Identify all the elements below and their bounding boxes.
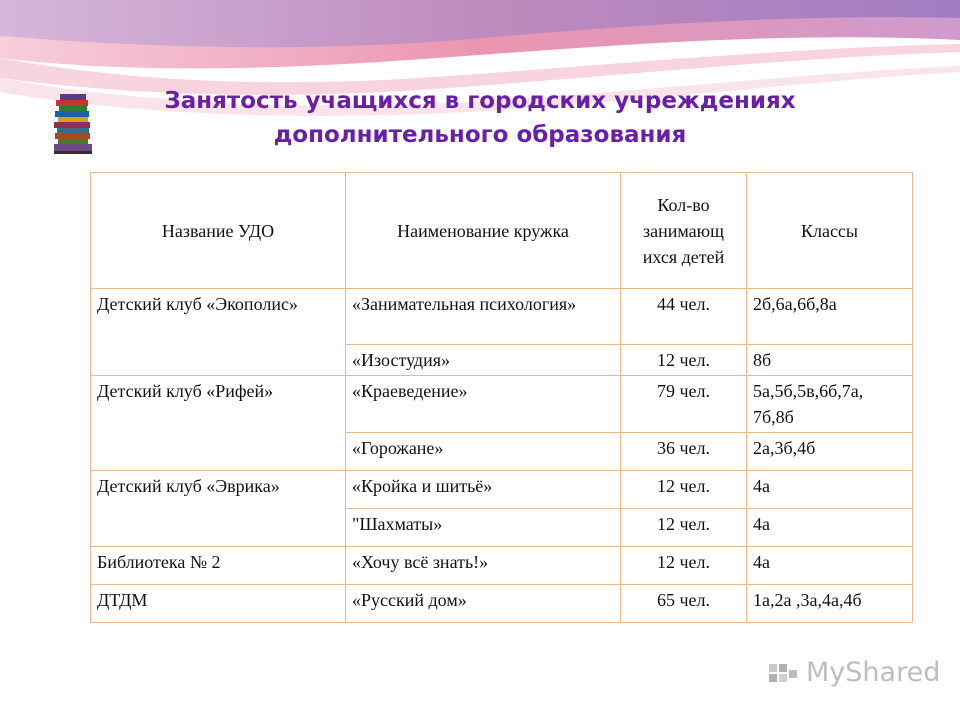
cell-grades: 4а xyxy=(747,471,913,509)
cell-count: 12 чел. xyxy=(621,509,747,547)
cell-club: «Хочу всё знать!» xyxy=(346,547,621,585)
employment-table xyxy=(90,172,913,623)
title-line-1: Занятость учащихся в городских учреждениях xyxy=(164,88,796,114)
books-stack-icon xyxy=(52,92,96,156)
cell-club: «Горожане» xyxy=(346,433,621,471)
cell-count: 12 чел. xyxy=(621,345,747,376)
header-club: Наименование кружка xyxy=(346,173,621,289)
cell-club: «Занимательная психология» xyxy=(346,289,621,345)
table-row xyxy=(91,547,913,585)
table-row xyxy=(91,471,913,509)
cell-club: «Краеведение» xyxy=(346,376,621,433)
cell-udo: Детский клуб «Рифей» xyxy=(91,376,346,471)
table-row xyxy=(91,289,913,345)
cell-grades: 4а xyxy=(747,509,913,547)
table-row xyxy=(91,376,913,433)
cell-grades: 2а,3б,4б xyxy=(747,433,913,471)
cell-club: "Шахматы» xyxy=(346,509,621,547)
watermark-text: MyShared xyxy=(806,657,941,688)
header-udo: Название УДО xyxy=(91,173,346,289)
header-grades: Классы xyxy=(747,173,913,289)
cell-count: 12 чел. xyxy=(621,547,747,585)
cell-udo: Детский клуб «Эврика» xyxy=(91,471,346,547)
table-row xyxy=(91,585,913,623)
cell-count: 44 чел. xyxy=(621,289,747,345)
title-line-2: дополнительного образования xyxy=(273,122,687,148)
table-header-row xyxy=(91,173,913,289)
header-count: Кол-во занимающ ихся детей xyxy=(621,173,747,289)
cell-udo: ДТДМ xyxy=(91,585,346,623)
cell-grades: 2б,6а,6б,8а xyxy=(747,289,913,345)
cell-grades: 5а,5б,5в,6б,7а, 7б,8б xyxy=(747,376,913,433)
cell-club: «Русский дом» xyxy=(346,585,621,623)
cell-club: «Кройка и шитьё» xyxy=(346,471,621,509)
cell-count: 36 чел. xyxy=(621,433,747,471)
cell-grades: 1а,2а ,3а,4а,4б xyxy=(747,585,913,623)
cell-grades: 4а xyxy=(747,547,913,585)
cell-udo: Библиотека № 2 xyxy=(91,547,346,585)
cell-grades: 8б xyxy=(747,345,913,376)
page-title xyxy=(120,84,840,152)
cell-count: 79 чел. xyxy=(621,376,747,433)
cell-club: «Изостудия» xyxy=(346,345,621,376)
cell-count: 12 чел. xyxy=(621,471,747,509)
cell-count: 65 чел. xyxy=(621,585,747,623)
cell-udo: Детский клуб «Экополис» xyxy=(91,289,346,376)
